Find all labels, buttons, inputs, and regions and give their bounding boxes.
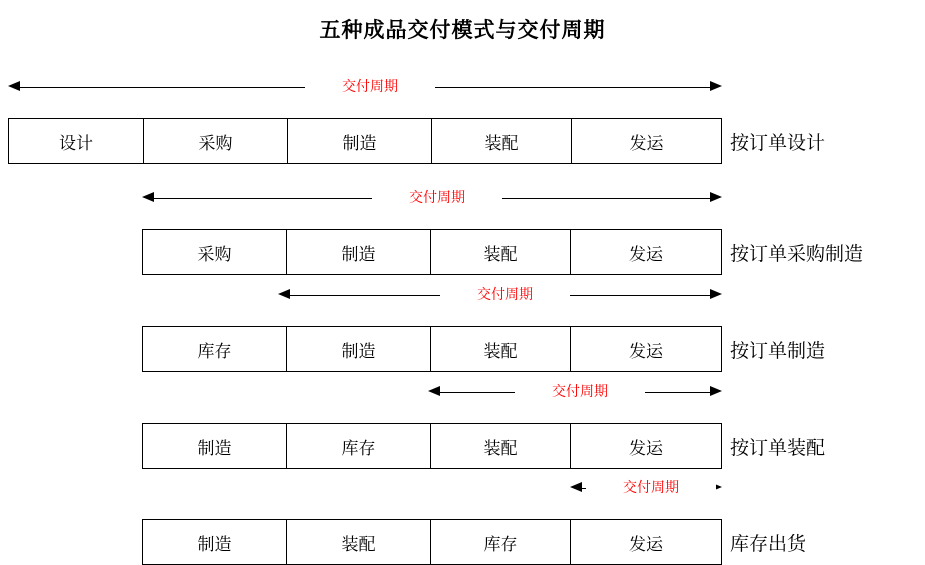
stage-cell: 制造 [143, 520, 287, 564]
row-label: 按订单采购制造 [730, 243, 864, 265]
stage-cell: 装配 [431, 230, 571, 274]
row-label: 库存出货 [730, 533, 807, 555]
stage-cell: 装配 [287, 520, 431, 564]
arrow-head-left-icon [8, 81, 20, 91]
stage-track [142, 229, 722, 275]
lead-time-arrow [570, 471, 722, 497]
stage-cell: 采购 [143, 230, 287, 274]
stage-cell: 库存 [431, 520, 571, 564]
row-label: 按订单装配 [730, 437, 826, 459]
diagram-row [0, 479, 925, 565]
stage-cell: 装配 [431, 327, 571, 371]
diagram-row [0, 383, 925, 469]
arrow-head-left-icon [278, 289, 290, 299]
diagram-row [0, 286, 925, 372]
stage-cell: 采购 [144, 119, 288, 163]
stage-track [142, 423, 722, 469]
lead-time-label: 交付周期 [305, 76, 435, 96]
arrow-head-left-icon [570, 482, 582, 492]
stage-cell: 制造 [288, 119, 432, 163]
diagram-row [0, 78, 925, 164]
lead-time-arrow [428, 375, 722, 401]
lead-time-arrow [142, 181, 722, 207]
lead-time-arrow [8, 70, 722, 96]
lead-time-label: 交付周期 [440, 284, 570, 304]
arrow-head-left-icon [428, 386, 440, 396]
stage-cell: 设计 [9, 119, 144, 163]
stage-cell: 发运 [629, 438, 663, 458]
page-title: 五种成品交付模式与交付周期 [319, 19, 606, 42]
arrow-head-right-icon [710, 81, 722, 91]
arrow-head-right-icon [710, 289, 722, 299]
lead-time-label: 交付周期 [372, 187, 502, 207]
stage-cell: 发运 [629, 133, 664, 153]
arrow-head-right-icon [710, 192, 722, 202]
stage-cell: 制造 [287, 230, 431, 274]
stage-cell: 发运 [629, 244, 663, 264]
row-label: 按订单设计 [730, 132, 826, 154]
stage-track [142, 326, 722, 372]
stage-cell: 库存 [287, 424, 431, 468]
stage-cell: 制造 [287, 327, 431, 371]
stage-cell: 库存 [143, 327, 287, 371]
lead-time-arrow [278, 278, 722, 304]
stage-track [142, 519, 722, 565]
arrow-head-left-icon [142, 192, 154, 202]
stage-cell: 发运 [629, 534, 663, 554]
stage-cell: 装配 [432, 119, 572, 163]
row-label: 按订单制造 [730, 340, 826, 362]
stage-cell: 发运 [629, 341, 663, 361]
stage-track [8, 118, 722, 164]
lead-time-label: 交付周期 [586, 477, 716, 497]
lead-time-label: 交付周期 [515, 381, 645, 401]
diagram-row [0, 189, 925, 275]
stage-cell: 制造 [143, 424, 287, 468]
arrow-head-right-icon [710, 386, 722, 396]
stage-cell: 装配 [431, 424, 571, 468]
